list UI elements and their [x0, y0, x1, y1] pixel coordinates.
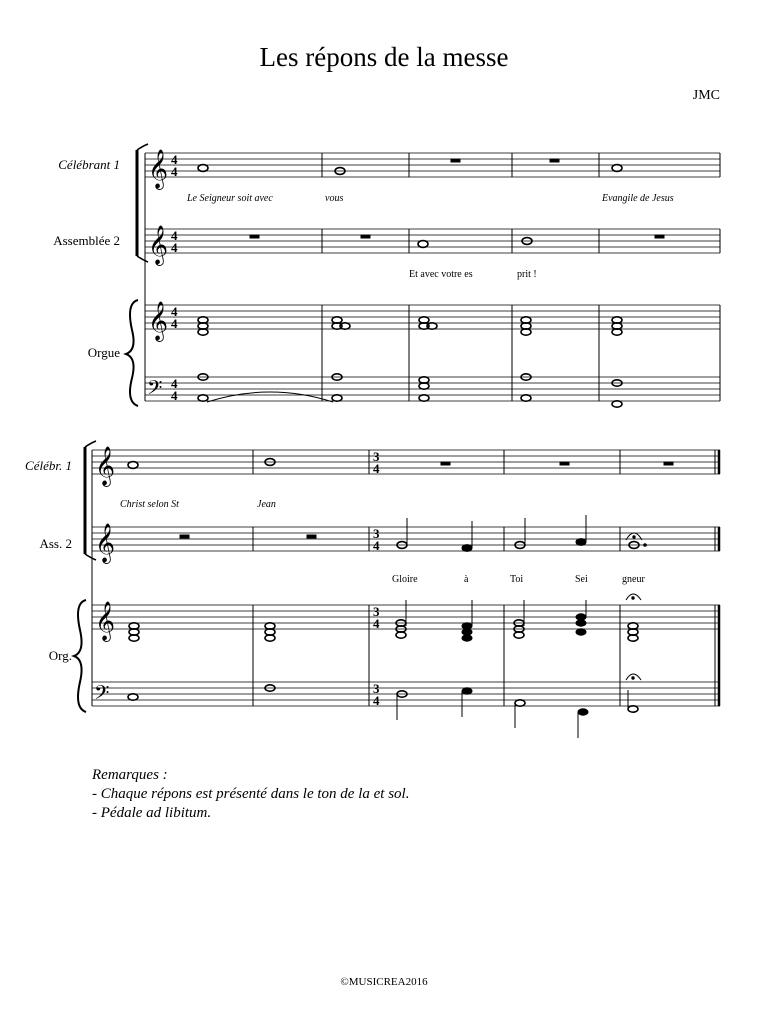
label-orgue-1: Orgue — [87, 345, 120, 360]
lyric: Et avec votre es — [409, 269, 473, 280]
staff-celebrant-2 — [92, 450, 720, 474]
label-orgue-2: Org. — [48, 648, 72, 663]
lyric: vous — [325, 193, 344, 204]
staff-organ-treble-1 — [145, 305, 720, 329]
lyric: Jean — [257, 499, 276, 510]
composer-name: JMC — [692, 88, 720, 103]
lyric: prit ! — [517, 269, 537, 280]
svg-text:3: 3 — [373, 604, 380, 619]
lyric: Evangile de Jesus — [602, 193, 674, 204]
remarks-block — [92, 766, 409, 823]
lyric: Le Seigneur soit avec — [187, 193, 273, 204]
bass-clef-icon: 𝄢 — [94, 681, 110, 709]
bass-clef-icon: 𝄢 — [147, 376, 163, 404]
lyric: Toi — [510, 574, 524, 585]
remarks-heading: Remarques : — [92, 767, 168, 783]
treble-clef-icon: 𝄞 — [148, 149, 169, 189]
label-celebrant-1: Célébrant 1 — [58, 157, 120, 172]
remarks-line: - Pédale ad libitum. — [92, 805, 212, 821]
treble-clef-icon: 𝄞 — [95, 601, 116, 641]
lyric: Christ selon St — [120, 499, 179, 510]
svg-text:3: 3 — [373, 449, 380, 464]
svg-text:4: 4 — [171, 240, 178, 255]
lyric: Sei — [575, 574, 588, 585]
label-assemblee-1: Assemblée 2 — [53, 233, 120, 248]
svg-text:4: 4 — [171, 388, 178, 403]
label-celebrant-2: Célébr. 1 — [25, 458, 72, 473]
staff-organ-bass-1 — [145, 377, 720, 401]
lyric: Gloire — [392, 574, 418, 585]
label-assemblee-2: Ass. 2 — [39, 536, 72, 551]
svg-text:4: 4 — [171, 376, 178, 391]
svg-text:4: 4 — [171, 164, 178, 179]
score-title: Les répons de la messe — [259, 42, 509, 72]
svg-text:4: 4 — [373, 616, 380, 631]
lyric: à — [464, 574, 469, 585]
svg-text:4: 4 — [171, 152, 178, 167]
svg-text:4: 4 — [171, 304, 178, 319]
copyright: ©MUSICREA2016 — [340, 976, 428, 988]
svg-text:4: 4 — [171, 228, 178, 243]
staff-organ-bass-2 — [92, 682, 720, 706]
treble-clef-icon: 𝄞 — [95, 523, 116, 563]
svg-text:4: 4 — [373, 538, 380, 553]
svg-text:4: 4 — [373, 693, 380, 708]
treble-clef-icon: 𝄞 — [148, 225, 169, 265]
svg-text:3: 3 — [373, 526, 380, 541]
svg-text:4: 4 — [171, 316, 178, 331]
notes-system-2 — [128, 459, 673, 738]
svg-text:3: 3 — [373, 681, 380, 696]
staff-assemblee-1 — [145, 229, 720, 253]
treble-clef-icon: 𝄞 — [148, 301, 169, 341]
treble-clef-icon: 𝄞 — [95, 446, 116, 486]
staff-celebrant-1 — [145, 153, 720, 177]
svg-text:4: 4 — [373, 461, 380, 476]
remarks-line: - Chaque répons est présenté dans le ton de la et sol. — [92, 786, 410, 802]
lyric: gneur — [622, 574, 645, 585]
